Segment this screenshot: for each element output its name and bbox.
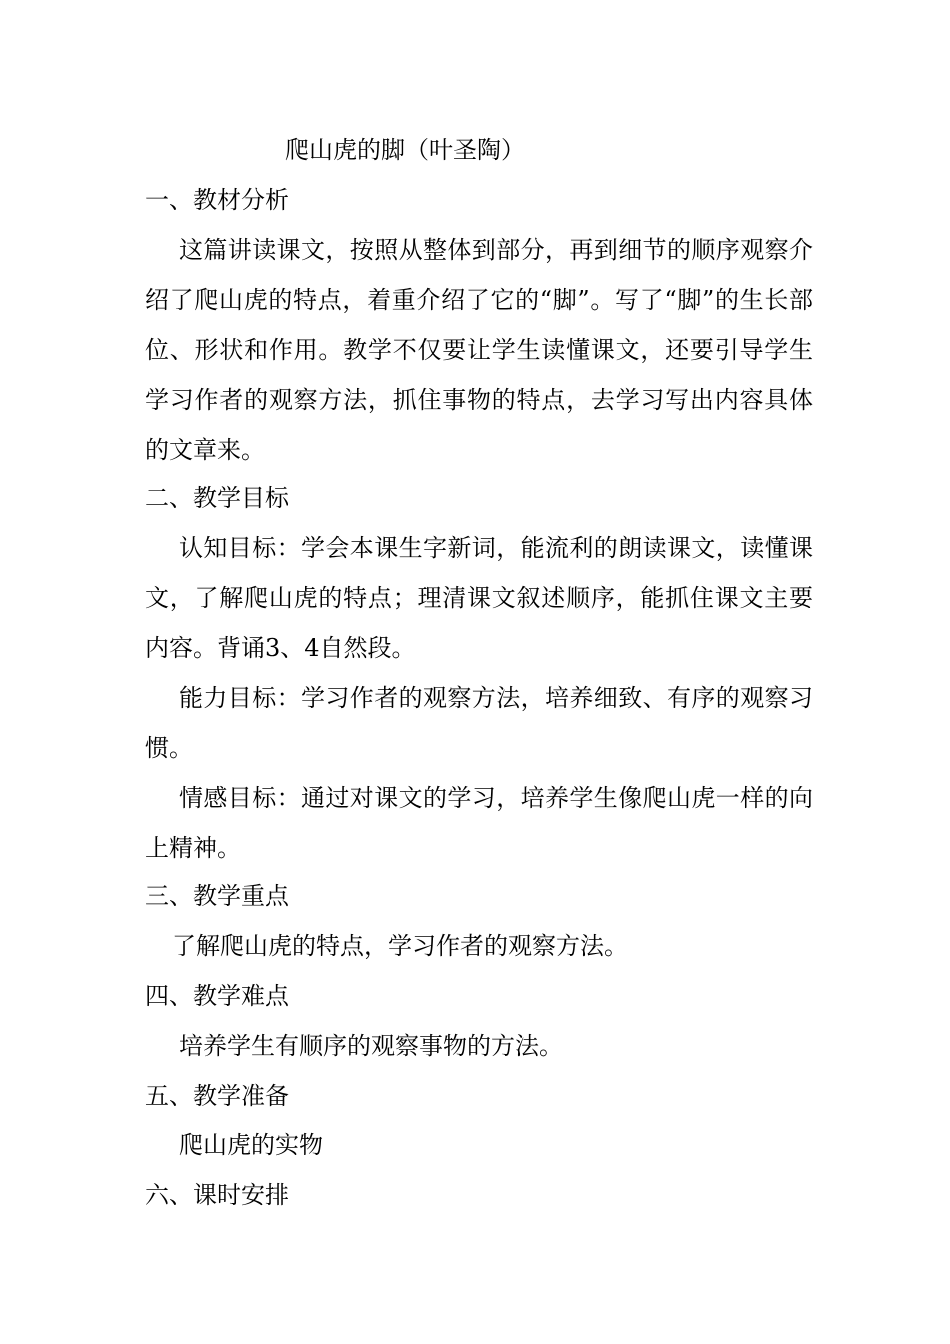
section-heading-1: 一、教材分析 (145, 186, 289, 214)
section-heading-4: 四、教学难点 (145, 982, 289, 1010)
section-heading-6: 六、课时安排 (145, 1181, 289, 1209)
section-2-paragraph-3: 情感目标：通过对课文的学习，培养学生像爬山虎一样的向上精神。 (145, 784, 813, 862)
section-3-paragraph-1: 了解爬山虎的特点，学习作者的观察方法。 (172, 932, 628, 960)
section-2-paragraph-2: 能力目标：学习作者的观察方法，培养细致、有序的观察习惯。 (145, 684, 813, 762)
section-1-paragraph-1: 这篇讲读课文，按照从整体到部分，再到细节的顺序观察介绍了爬山虎的特点，着重介绍了它的“脚”。写了“脚”的生长部位、形状和作用。教学不仅要让学生读懂课文，还要引导学生学习作者的观察方法，抓住事物的特点，去学习写出内容具体的文章来。 (145, 236, 813, 464)
section-heading-5: 五、教学准备 (145, 1082, 289, 1110)
section-heading-2: 二、教学目标 (145, 484, 289, 512)
section-heading-3: 三、教学重点 (145, 882, 289, 910)
section-4-paragraph-1: 培养学生有顺序的观察事物的方法。 (179, 1032, 563, 1060)
section-2-paragraph-1: 认知目标：学会本课生字新词，能流利的朗读课文，读懂课文，了解爬山虎的特点；理清课文叙述顺序，能抓住课文主要内容。背诵3、4自然段。 (145, 534, 813, 662)
section-5-paragraph-1: 爬山虎的实物 (179, 1131, 323, 1159)
document-title: 爬山虎的脚（叶圣陶） (285, 136, 525, 164)
